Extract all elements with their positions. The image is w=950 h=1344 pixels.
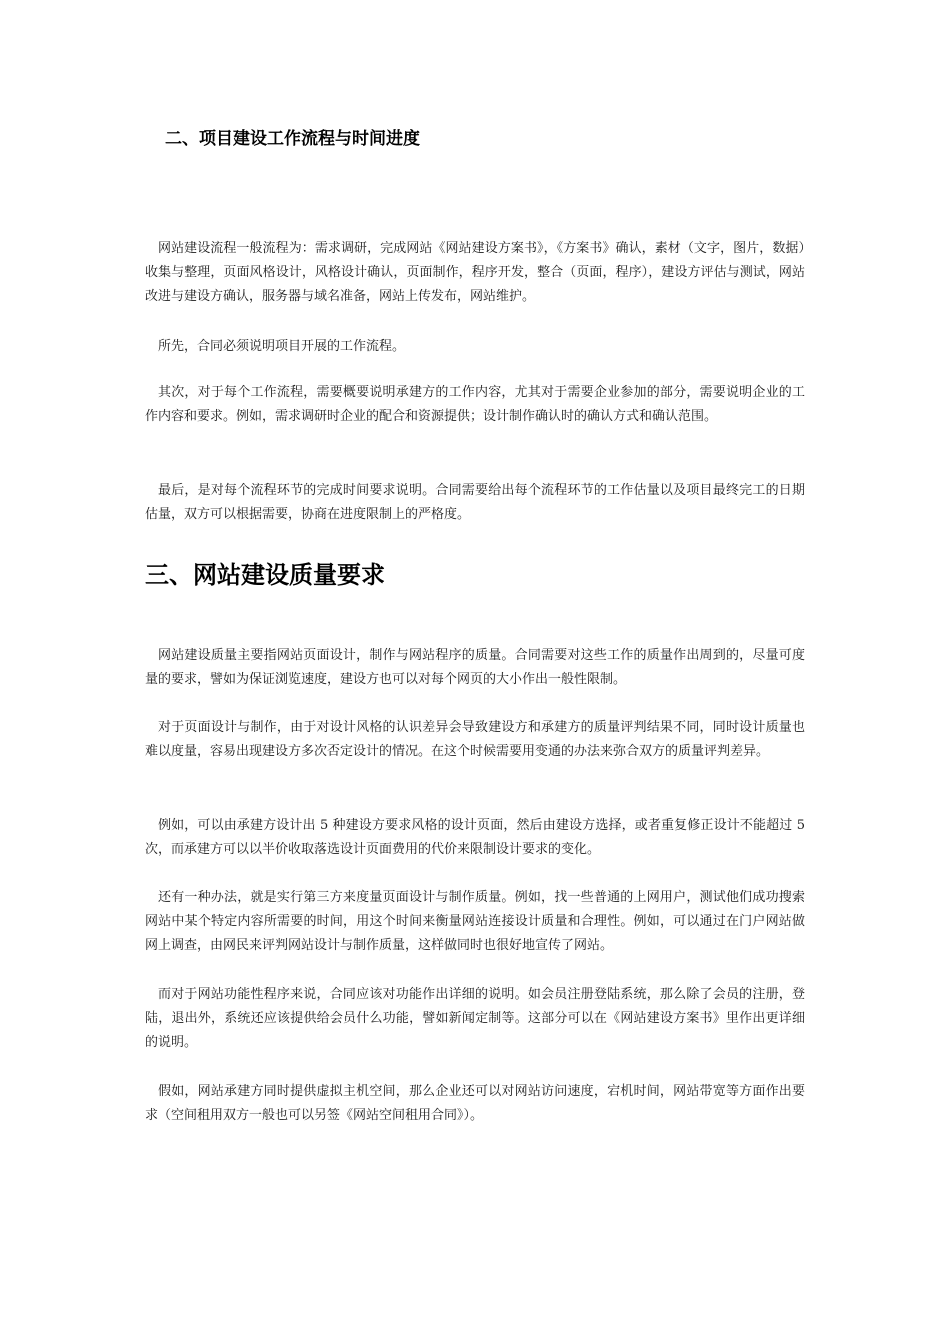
section-heading-workflow: 二、项目建设工作流程与时间进度 — [165, 129, 420, 149]
section-heading-quality: 三、网站建设质量要求 — [145, 561, 385, 589]
paragraph-example-five-designs: 例如，可以由承建方设计出 5 种建设方要求风格的设计页面，然后由建设方选择，或者重复修正设计不能超过 5 次，而承建方可以以半价收取落选设计页面费用的代价来限制设计要求的变化。 — [145, 818, 805, 857]
paragraph-first: 所先，合同必须说明项目开展的工作流程。 — [158, 339, 406, 354]
paragraph-third-party: 还有一种办法，就是实行第三方来度量页面设计与制作质量。例如，找一些普通的上网用户，测试他们成功搜索网站中某个特定内容所需要的时间，用这个时间来衡量网站连接设计质量和合理性。例如，可以通过在门户网站做网上调查，由网民来评判网站设计与制作质量，这样做同时也很好地宣传了网站。 — [145, 890, 805, 953]
paragraph-quality-intro: 网站建设质量主要指网站页面设计，制作与网站程序的质量。合同需要对这些工作的质量作出周到的，尽量可度量的要求，譬如为保证浏览速度，建设方也可以对每个网页的大小作出一般性限制。 — [145, 648, 805, 687]
paragraph-functionality: 而对于网站功能性程序来说，合同应该对功能作出详细的说明。如会员注册登陆系统，那么除了会员的注册，登陆，退出外，系统还应该提供给会员什么功能，譬如新闻定制等。这部分可以在《网站建设方案书》里作出更详细的说明。 — [145, 987, 805, 1050]
paragraph-hosting: 假如，网站承建方同时提供虚拟主机空间，那么企业还可以对网站访问速度，宕机时间，网站带宽等方面作出要求（空间租用双方一般也可以另签《网站空间租用合同》）。 — [145, 1084, 805, 1123]
paragraph-design-quality: 对于页面设计与制作，由于对设计风格的认识差异会导致建设方和承建方的质量评判结果不同，同时设计质量也难以度量，容易出现建设方多次否定设计的情况。在这个时候需要用变通的办法来弥合双方的质量评判差异。 — [145, 720, 805, 759]
paragraph-second: 其次，对于每个工作流程，需要概要说明承建方的工作内容，尤其对于需要企业参加的部分，需要说明企业的工作内容和要求。例如，需求调研时企业的配合和资源提供；设计制作确认时的确认方式和确认范围。 — [145, 385, 805, 424]
paragraph-last: 最后，是对每个流程环节的完成时间要求说明。合同需要给出每个流程环节的工作估量以及项目最终完工的日期估量，双方可以根据需要，协商在进度限制上的严格度。 — [145, 483, 805, 522]
paragraph-workflow-steps: 网站建设流程一般流程为：需求调研，完成网站《网站建设方案书》，《方案书》确认，素材（文字，图片，数据）收集与整理，页面风格设计，风格设计确认，页面制作，程序开发，整合（页面，程序），建设方评估与测试，网站改进与建设方确认，服务器与域名准备，网站上传发布，网站维护。 — [145, 241, 805, 304]
